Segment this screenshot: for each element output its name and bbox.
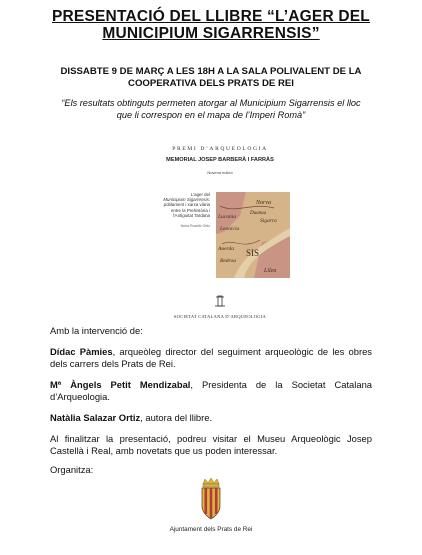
map-label: Sigarra	[260, 218, 277, 224]
societat-emblem-icon	[212, 294, 228, 308]
cover-book-title-line: entre la Prehistòria i	[170, 207, 210, 213]
coat-of-arms-icon	[198, 478, 224, 522]
map-label: Lilea	[264, 268, 277, 274]
map-label: Leonicia	[220, 226, 240, 232]
cover-book-title-line: Municipium Sigarrensis:	[163, 197, 210, 203]
map-label: SIS	[246, 248, 260, 258]
organizer-name: Ajuntament dels Prats de Rei	[169, 526, 253, 533]
map-label: Bedroa	[220, 258, 236, 264]
map-label: Lucania	[218, 214, 237, 220]
event-line-2: COOPERATIVA DELS PRATS DE REI	[128, 78, 294, 89]
map-label: Duanua	[250, 211, 267, 216]
speaker-role: , Presidenta de la Societat Catalana d’Arqueologia.	[50, 379, 372, 402]
cover-author: Núria Roselló Ortiz	[180, 224, 210, 228]
speaker-role: , autora del llibre.	[140, 412, 213, 423]
cover-edition: Novena edició	[207, 170, 233, 175]
document-title	[0, 8, 422, 42]
map-label: Norva	[256, 200, 271, 206]
speaker-name: Dídac Pàmies	[50, 346, 113, 357]
map-label: Auerda	[218, 246, 234, 252]
event-details	[40, 66, 382, 90]
speaker-paragraph	[50, 379, 372, 403]
quote-line-2: que li correspon en el mapa de l’Imperi Romà”	[116, 110, 306, 120]
cover-book-title-line: l’Antiguitat Tardana	[172, 212, 210, 218]
cover-book-title-line: L’ager del	[190, 192, 210, 197]
speaker-paragraph	[50, 412, 372, 424]
organizer-label: Organitza:	[50, 464, 94, 475]
quote	[52, 97, 370, 121]
title-line-2: MUNICIPIUM SIGARRENSIS”	[102, 25, 320, 42]
event-line-1: DISSABTE 9 DE MARÇ A LES 18H A LA SALA POLIVALENT DE LA	[60, 66, 362, 77]
speaker-name: Natàlia Salazar Ortiz	[50, 412, 141, 423]
title-line-1: PRESENTACIÓ DEL LLIBRE “L’AGER DEL	[52, 8, 370, 25]
cover-societat: SOCIETAT CATALANA D’ARQUEOLOGIA	[173, 314, 267, 319]
cover-book-title	[152, 192, 210, 218]
closing-paragraph: Al finalitzar la presentació, podreu visitar el Museu Arqueològic Josep Castellà i Real, amb novetats que us poden interessar.	[50, 433, 372, 456]
intro-text: Amb la intervenció de:	[50, 325, 143, 336]
book-cover-image	[150, 146, 290, 322]
speaker-role: , arqueòleg director del seguiment arqueològic de les obres dels carrers dels Prats de Rei.	[50, 346, 372, 369]
cover-kicker: PREMI D’ARQUEOLOGIA	[172, 146, 268, 152]
quote-line-1: “Els resultats obtinguts permeten atorgar al Municipium Sigarrensis el lloc	[61, 98, 361, 108]
cover-memorial: MEMORIAL JOSEP BARBERÀ I FARRÀS	[166, 157, 274, 163]
speaker-name: Mª Àngels Petit Mendizabal	[50, 379, 191, 390]
cover-book-title-line: poblament i xarxa viària	[163, 202, 210, 208]
speaker-paragraph	[50, 346, 372, 370]
cover-map-illustration	[216, 192, 290, 278]
